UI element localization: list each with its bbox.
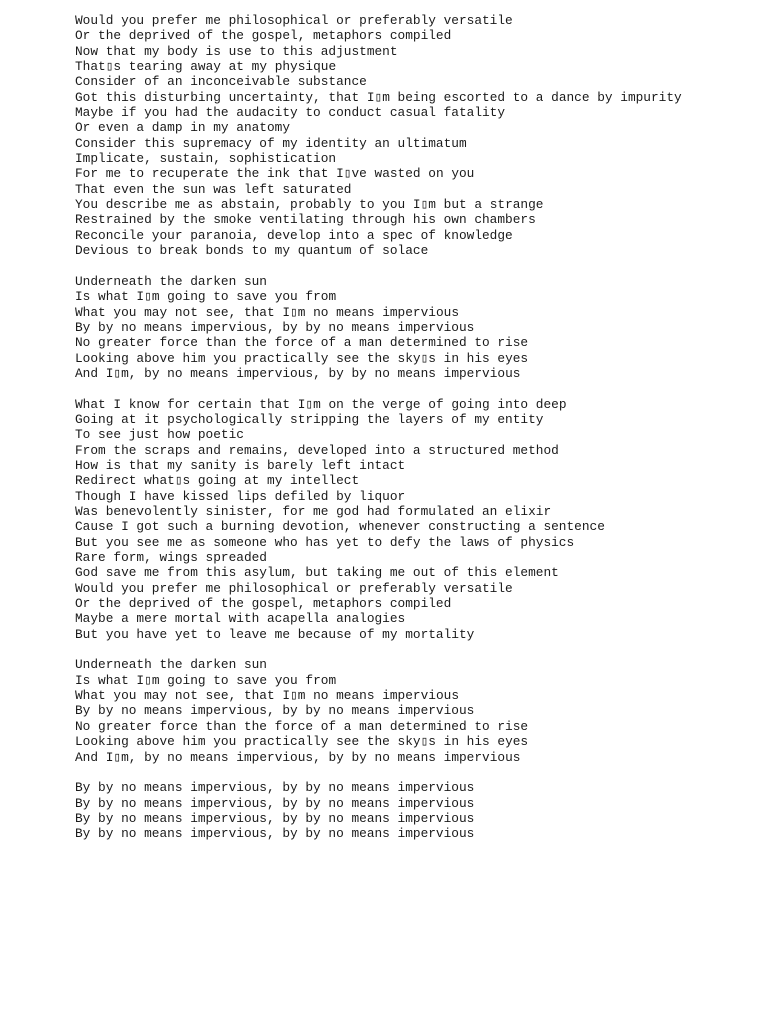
text-line: Going at it psychologically stripping the layers of my entity [75, 411, 544, 427]
text-line: But you see me as someone who has yet to defy the laws of physics [75, 534, 575, 550]
text-line: Or the deprived of the gospel, metaphors compiled [75, 596, 452, 612]
text-line: Though I have kissed lips defiled by liquor [75, 488, 406, 504]
text-line: How is that my sanity is barely left intact [75, 457, 406, 473]
text-line: By by no means impervious, by by no means impervious [75, 826, 475, 842]
text-line: What you may not see, that I▯m no means impervious [75, 304, 459, 320]
text-line: By by no means impervious, by by no means impervious [75, 703, 475, 719]
text-line: By by no means impervious, by by no means impervious [75, 780, 475, 796]
text-line: For me to recuperate the ink that I▯ve wasted on you [75, 166, 475, 182]
text-line: By by no means impervious, by by no means impervious [75, 810, 475, 826]
text-line: From the scraps and remains, developed into a structured method [75, 442, 559, 458]
text-line: Reconcile your paranoia, develop into a spec of knowledge [75, 227, 513, 243]
text-line: That even the sun was left saturated [75, 181, 352, 197]
text-line: Consider this supremacy of my identity an ultimatum [75, 135, 467, 151]
text-line: Maybe a mere mortal with acapella analogies [75, 611, 406, 627]
text-line: Or even a damp in my anatomy [75, 120, 291, 136]
text-line: Rare form, wings spreaded [75, 550, 267, 566]
text-line: By by no means impervious, by by no means impervious [75, 319, 475, 335]
stanza-3 [75, 397, 755, 643]
lyrics-page [75, 13, 755, 857]
text-line: Is what I▯m going to save you from [75, 289, 337, 305]
text-line: Cause I got such a burning devotion, whenever constructing a sentence [75, 519, 605, 535]
stanza-4-chorus [75, 657, 755, 764]
text-line: No greater force than the force of a man determined to rise [75, 335, 529, 351]
stanza-2-chorus [75, 274, 755, 381]
text-line: What you may not see, that I▯m no means impervious [75, 688, 459, 704]
stanza-5-outro [75, 780, 755, 841]
text-line: And I▯m, by no means impervious, by by no means impervious [75, 749, 521, 765]
text-line: Got this disturbing uncertainty, that I▯m being escorted to a dance by impurity [75, 89, 682, 105]
text-line: Consider of an inconceivable substance [75, 74, 367, 90]
text-line: God save me from this asylum, but taking me out of this element [75, 565, 559, 581]
text-line: Restrained by the smoke ventilating through his own chambers [75, 212, 536, 228]
text-line: Maybe if you had the audacity to conduct casual fatality [75, 105, 506, 121]
text-line: Looking above him you practically see the sky▯s in his eyes [75, 734, 529, 750]
text-line: By by no means impervious, by by no means impervious [75, 795, 475, 811]
stanza-1 [75, 13, 755, 259]
text-line: Devious to break bonds to my quantum of solace [75, 243, 429, 259]
text-line: And I▯m, by no means impervious, by by no means impervious [75, 365, 521, 381]
text-line: To see just how poetic [75, 427, 244, 443]
text-line: Redirect what▯s going at my intellect [75, 473, 360, 489]
text-line: That▯s tearing away at my physique [75, 59, 337, 75]
text-line: What I know for certain that I▯m on the verge of going into deep [75, 396, 567, 412]
text-line: Now that my body is use to this adjustment [75, 43, 398, 59]
text-line: Or the deprived of the gospel, metaphors compiled [75, 28, 452, 44]
text-line: Looking above him you practically see the sky▯s in his eyes [75, 350, 529, 366]
text-line: Implicate, sustain, sophistication [75, 151, 337, 167]
text-line: Would you prefer me philosophical or preferably versatile [75, 580, 513, 596]
text-line: You describe me as abstain, probably to you I▯m but a strange [75, 197, 544, 213]
text-line: Is what I▯m going to save you from [75, 672, 337, 688]
text-line: Underneath the darken sun [75, 657, 267, 673]
text-line: Underneath the darken sun [75, 273, 267, 289]
text-line: Would you prefer me philosophical or preferably versatile [75, 13, 513, 28]
text-line: But you have yet to leave me because of my mortality [75, 626, 475, 642]
text-line: No greater force than the force of a man determined to rise [75, 718, 529, 734]
text-line: Was benevolently sinister, for me god had formulated an elixir [75, 504, 552, 519]
